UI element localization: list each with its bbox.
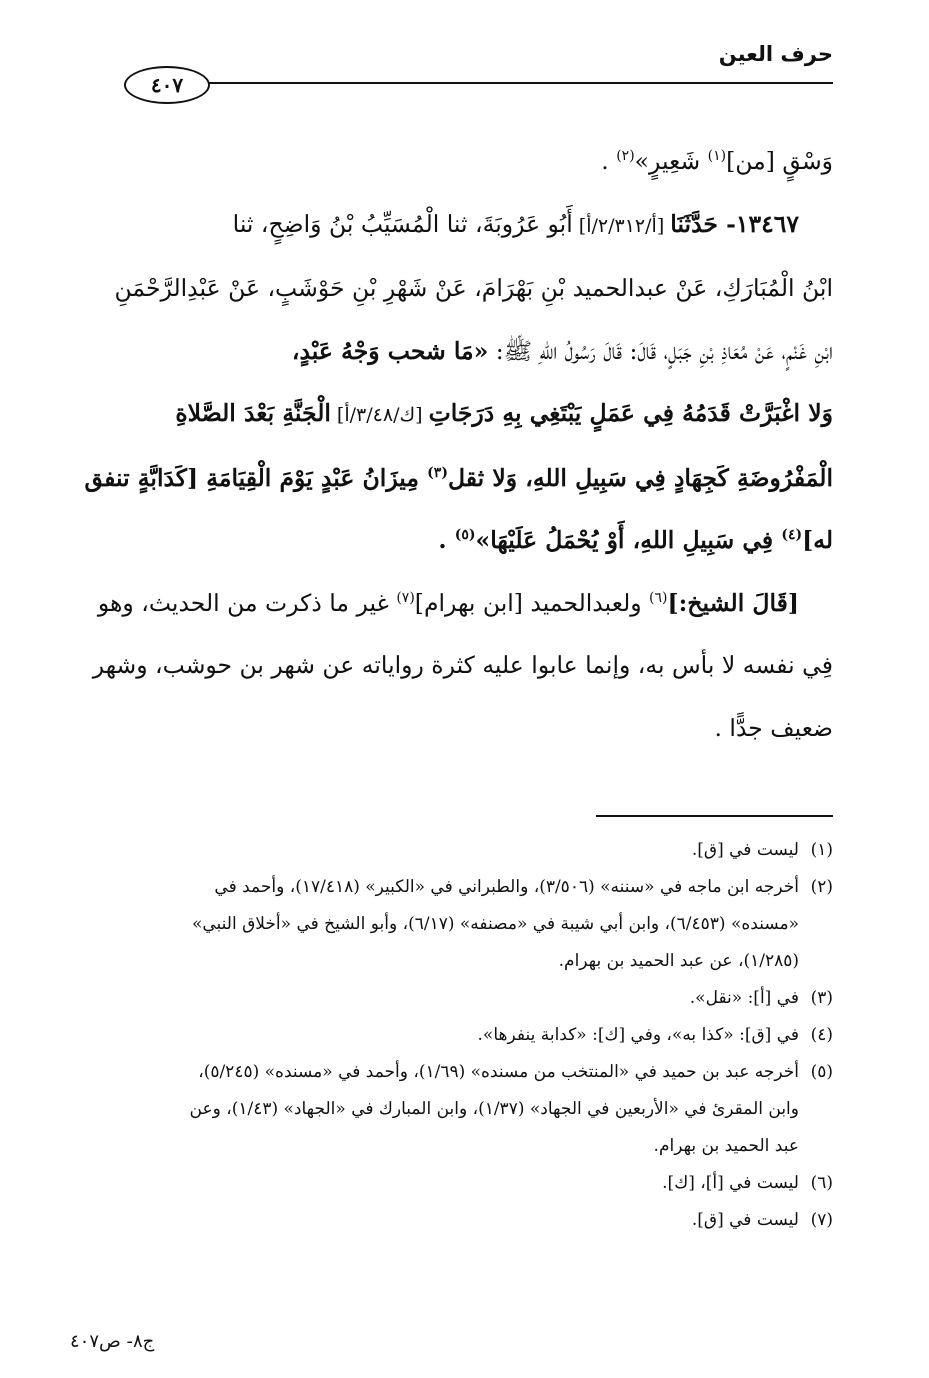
footnote-5-cont: وابن المقرئ في «الأربعين في الجهاد» (١/٣٧)، وابن المبارك في «الجهاد» (١/٤٣)، وعن xyxy=(189,1099,799,1119)
text-fragment: وَلا اغْبَرَّتْ قَدَمُهُ فِي عَمَلٍ يَبْتَغِي بِهِ دَرَجَاتِ xyxy=(428,399,833,427)
footnote-number: (٥) xyxy=(810,1062,833,1082)
hadith-paragraph xyxy=(63,193,833,572)
footnote-3 xyxy=(53,980,833,1017)
footnote-ref[interactable]: (٦) xyxy=(649,589,668,606)
footnote-ref[interactable]: (٣) xyxy=(427,464,448,481)
header-rule xyxy=(130,82,833,84)
footnote-2-cont: «مسنده» (٦/٤٥٣)، وابن أبي شيبة في «مصنفه» (٦/١٧)، وأبو الشيخ في «أخلاق النبي» xyxy=(191,914,799,934)
comment-line: فِي نفسه لا بأس به، وإنما عابوا عليه كثرة رواياته عن شهر بن حوشب، وشهر xyxy=(92,651,833,679)
text-fragment: ولعبدالحميد [ابن بهرام] xyxy=(414,588,650,617)
previous-hadith-end xyxy=(63,130,833,193)
hadith-line xyxy=(233,210,833,238)
footnote-5-cont: عبد الحميد بن بهرام. xyxy=(653,1136,799,1156)
text-fragment: شَعِيرٍ» xyxy=(634,147,708,175)
text-fragment: وَسْقٍ [من] xyxy=(726,147,833,175)
footnote-number: (٦) xyxy=(810,1173,833,1193)
text-fragment: «مَا شحب وَجْهُ عَبْدٍ، xyxy=(291,336,489,365)
text-fragment: . xyxy=(438,526,455,554)
text-fragment: [قَالَ الشيخ:] xyxy=(667,588,799,617)
footnote-text: في [أ]: «نقل». xyxy=(689,988,799,1008)
footnote-text: ليست في [أ]، [ك]. xyxy=(662,1173,799,1193)
footnote-separator xyxy=(596,815,833,817)
text-fragment: الْجَنَّةِ بَعْدَ الصَّلاةِ xyxy=(175,399,331,427)
footnote-text: أخرجه عبد بن حميد في «المنتخب من مسنده» (١/٦٩)، وأحمد في «مسنده» (٥/٢٤٥)، xyxy=(198,1062,799,1082)
hadith-line: ابْنُ الْمُبَارَكِ، عَنْ عبدالحميد بْنِ بَهْرَامَ، عَنْ شَهْرِ بْنِ حَوْشَبٍ، عَنْ عَبْدِالرَّحْمَنِ xyxy=(114,274,833,302)
footnote-2-cont: (١/٢٨٥)، عن عبد الحميد بن بهرام. xyxy=(558,951,799,971)
footnote-1 xyxy=(53,832,833,869)
main-text xyxy=(63,130,833,759)
hadith-line xyxy=(292,337,833,365)
footnote-text: في [ق]: «كذا به»، وفي [ك]: «كدابة ينفرها». xyxy=(477,1025,799,1045)
manuscript-ref: [ك/٣/٤٨/أ] xyxy=(330,404,429,426)
hadith-line xyxy=(438,526,833,554)
text-fragment: غير ما ذكرت من الحديث، وهو xyxy=(97,588,397,617)
sheikh-comment xyxy=(63,572,833,760)
footnote-text: أخرجه ابن ماجه في «سننه» (٣/٥٠٦)، والطبراني في «الكبير» (١٧/٤١٨)، وأحمد في xyxy=(214,877,799,897)
text-fragment: أَبُو عَرُوبَةَ، ثنا الْمُسَيِّبُ بْنُ وَاضِحٍ، ثنا xyxy=(232,209,573,238)
text-fragment: له] xyxy=(802,526,833,554)
footnote-5 xyxy=(53,1054,833,1091)
comment-line: ضعيف جدًّا . xyxy=(714,713,833,742)
text-fragment: مِيزَانُ عَبْدٍ يَوْمَ الْقِيَامَةِ [كَدَابَّةٍ تنفق xyxy=(84,463,428,492)
volume-page-footer: ج٨- ص٤٠٧ xyxy=(70,1331,155,1352)
text-fragment: . xyxy=(601,147,617,175)
footnote-2 xyxy=(53,869,833,906)
text-fragment: فِي سَبِيلِ اللهِ، أَوْ يُحْمَلُ عَلَيْهَا» xyxy=(475,526,782,554)
footnote-number: (٧) xyxy=(810,1210,833,1230)
manuscript-ref: [أ/٢/٣١٢/أ] xyxy=(572,214,671,237)
page-number: ٤٠٧ xyxy=(124,66,210,104)
footnote-number: (٢) xyxy=(810,877,833,897)
footnote-ref[interactable]: (٢) xyxy=(616,148,635,165)
text-fragment: ابْنِ غَنْمٍ، عَنْ مُعَاذِ بْنِ جَبَلٍ، قَالَ: قَالَ رَسُولُ اللهِ ﷺ: xyxy=(488,336,833,365)
footnote-ref[interactable]: (٤) xyxy=(781,527,803,544)
footnote-text: ليست في [ق]. xyxy=(691,840,799,860)
footnote-ref[interactable]: (٥) xyxy=(454,527,476,544)
footnote-ref[interactable]: (٧) xyxy=(396,589,415,606)
footnote-number: (٣) xyxy=(810,988,833,1008)
footnote-6 xyxy=(53,1165,833,1202)
comment-line xyxy=(98,589,833,617)
footnote-number: (٤) xyxy=(810,1025,833,1045)
hadith-line xyxy=(85,464,834,492)
footnote-text: ليست في [ق]. xyxy=(691,1210,799,1230)
footnote-ref[interactable]: (١) xyxy=(707,148,727,165)
text-fragment: الْمَفْرُوضَةِ كَجِهَادٍ فِي سَبِيلِ اللهِ، وَلا ثقل xyxy=(447,463,833,492)
footnotes xyxy=(53,832,833,1239)
footnote-number: (١) xyxy=(810,840,833,860)
running-header: حرف العين xyxy=(718,42,833,66)
hadith-number: ١٣٤٦٧- xyxy=(717,209,799,238)
footnote-4 xyxy=(53,1017,833,1054)
hadith-line xyxy=(175,399,833,427)
footnote-7 xyxy=(53,1202,833,1239)
haddathana: حَدَّثَنَا xyxy=(670,209,718,238)
